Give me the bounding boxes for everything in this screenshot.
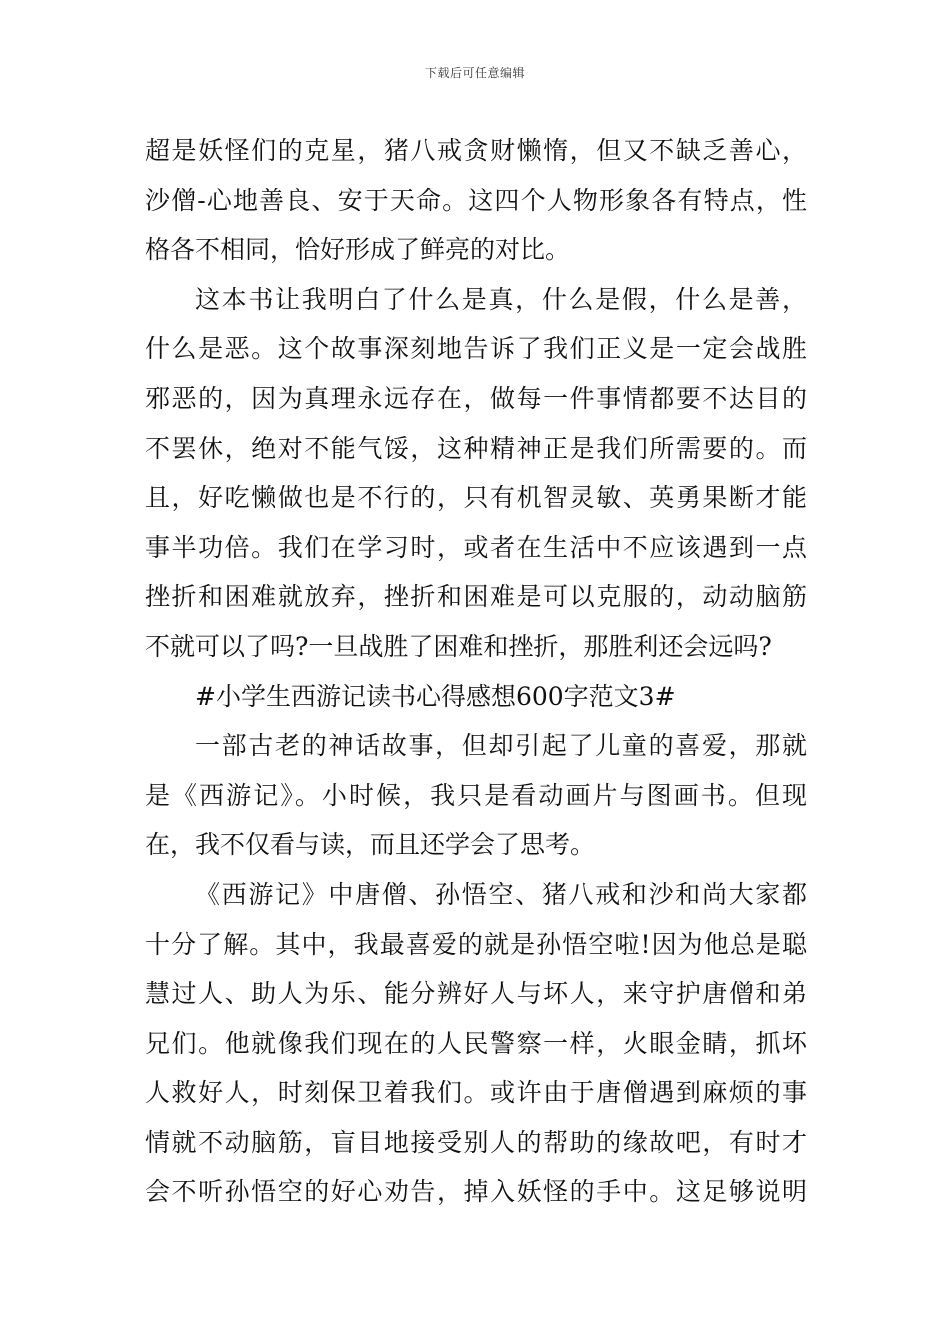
text-line: 这本书让我明白了什么是真，什么是假，什么是善， <box>195 284 807 314</box>
text-line: 事半功倍。我们在学习时，或者在生活中不应该遇到一点 <box>145 532 807 562</box>
text-line: 慧过人、助人为乐、能分辨好人与坏人，来守护唐僧和弟 <box>145 979 807 1009</box>
text-line: 不罢休，绝对不能气馁，这种精神正是我们所需要的。而 <box>145 433 807 463</box>
text-line: 什么是恶。这个故事深刻地告诉了我们正义是一定会战胜 <box>145 334 807 364</box>
text-line: 情就不动脑筋，盲目地接受别人的帮助的缘故吧，有时才 <box>145 1127 807 1157</box>
page-header: 下载后可任意编辑 <box>424 66 525 80</box>
text-line: 不就可以了吗?一旦战胜了困难和挫折，那胜利还会远吗? <box>145 631 772 661</box>
text-line: 超是妖怪们的克星，猪八戒贪财懒惰，但又不缺乏善心， <box>145 136 807 165</box>
text-line: 沙僧-心地善良、安于天命。这四个人物形象各有特点，性 <box>145 185 807 215</box>
text-line: 兄们。他就像我们现在的人民警察一样，火眼金睛，抓坏 <box>145 1028 807 1058</box>
text-line: 人救好人，时刻保卫着我们。或许由于唐僧遇到麻烦的事 <box>145 1078 807 1108</box>
text-line: 《西游记》中唐僧、孙悟空、猪八戒和沙和尚大家都 <box>195 879 807 909</box>
section-heading: #小学生西游记读书心得感想600字范文3# <box>195 681 676 711</box>
text-line: 邪恶的，因为真理永远存在，做每一件事情都要不达目的 <box>145 383 807 413</box>
text-line: 是《西游记》。小时候，我只是看动画片与图画书。但现 <box>145 780 807 810</box>
text-line: 一部古老的神话故事，但却引起了儿童的喜爱，那就 <box>195 731 807 761</box>
document-body <box>145 126 807 1217</box>
text-line: 在，我不仅看与读，而且还学会了思考。 <box>145 830 596 860</box>
text-line: 格各不相同，恰好形成了鲜亮的对比。 <box>145 235 571 265</box>
text-line: 且，好吃懒做也是不行的，只有机智灵敏、英勇果断才能 <box>145 483 807 513</box>
text-line: 会不听孙悟空的好心劝告，掉入妖怪的手中。这足够说明 <box>145 1177 807 1207</box>
text-line: 挫折和困难就放弃，挫折和困难是可以克服的，动动脑筋 <box>145 582 807 612</box>
text-line: 十分了解。其中，我最喜爱的就是孙悟空啦!因为他总是聪 <box>145 929 807 959</box>
